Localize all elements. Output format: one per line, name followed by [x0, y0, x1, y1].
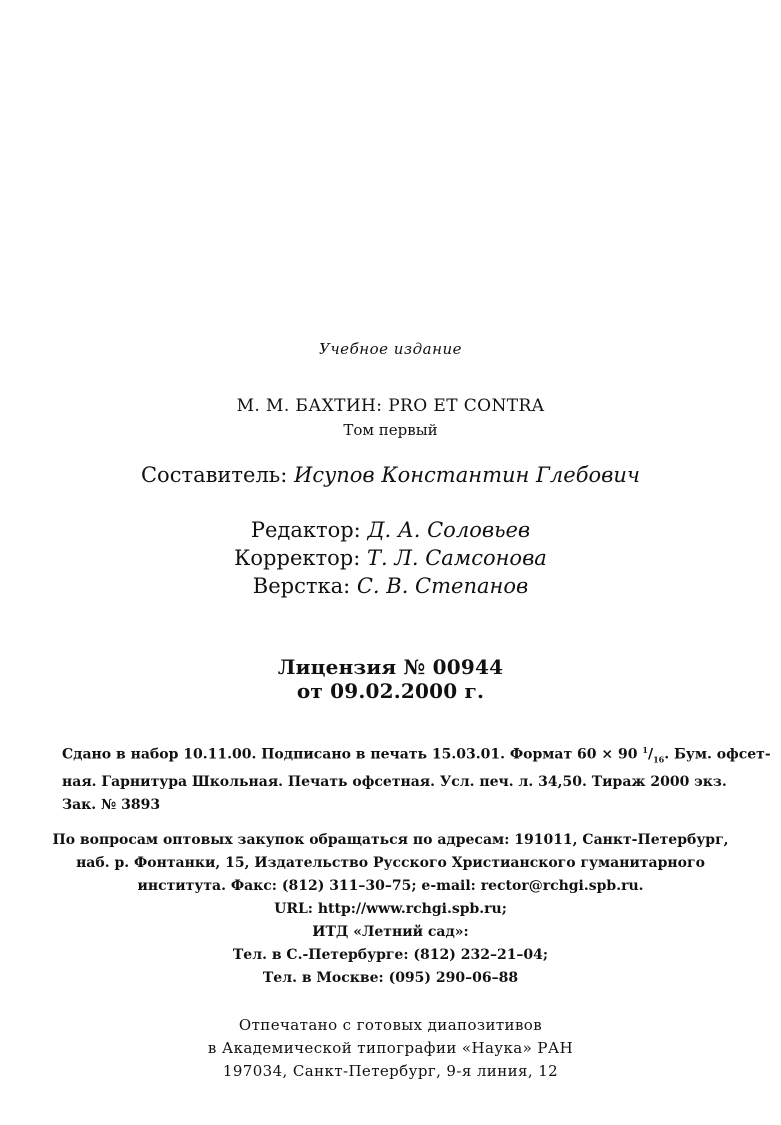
volume-label: Том первый [343, 421, 438, 439]
distribution-line-1: По вопросам оптовых закупок обращаться по адресам: 191011, Санкт-Петербург, [52, 832, 729, 848]
imprint-line-1-text: Сдано в набор 10.11.00. Подписано в печать 15.03.01. Формат 60 × 90 [62, 746, 643, 763]
printer-line-2: в Академической типографии «Наука» РАН [207, 1039, 574, 1057]
edition-type: Учебное издание [319, 340, 462, 358]
format-fraction-denominator: 16 [653, 754, 665, 765]
compiler-label: Составитель: [140, 463, 288, 487]
compiler-line [0, 463, 781, 487]
distribution-line-3: института. Факс: (812) 311–30–75; e-mail: rector@rchgi.spb.ru. [137, 878, 644, 894]
license-number: Лицензия № 00944 [277, 655, 504, 679]
printer-line-1: Отпечатано с готовых диапозитивов [238, 1016, 543, 1034]
distribution-line-2: наб. р. Фонтанки, 15, Издательство Русского Христианского гуманитарного [76, 855, 705, 871]
distribution-itd: ИТД «Летний сад»: [312, 924, 469, 940]
editor-line [0, 518, 781, 542]
layout-label: Верстка: [252, 574, 351, 598]
printer-block [0, 1014, 781, 1083]
format-fraction-numerator: 1 [642, 745, 648, 755]
imprint-line-2: ная. Гарнитура Школьная. Печать офсетная. Усл. печ. л. 34,50. Тираж 2000 экз. [62, 774, 727, 791]
distribution-phone-spb: Тел. в С.-Петербурге: (812) 232–21–04; [232, 947, 549, 963]
book-title: М. М. БАХТИН: PRO ET CONTRA [236, 396, 545, 416]
format-fraction-slash: / [647, 746, 654, 763]
corrector-line [0, 546, 781, 570]
imprint-line-3: Зак. № 3893 [62, 797, 161, 814]
layout-name: С. В. Степанов [356, 574, 529, 598]
layout-line [0, 574, 781, 598]
printer-line-3: 197034, Санкт-Петербург, 9-я линия, 12 [222, 1062, 559, 1080]
compiler-name: Исупов Константин Глебович [294, 463, 640, 487]
corrector-label: Корректор: [234, 546, 361, 570]
editor-name: Д. А. Соловьев [367, 518, 531, 542]
imprint-block [62, 739, 771, 817]
distribution-phone-moscow: Тел. в Москве: (095) 290–06–88 [262, 970, 519, 986]
imprint-line-1 [62, 739, 771, 771]
corrector-name: Т. Л. Самсонова [366, 546, 547, 570]
license-date: от 09.02.2000 г. [296, 679, 485, 703]
distribution-block [0, 829, 781, 990]
editor-label: Редактор: [250, 518, 361, 542]
imprint-line-1-tail: . Бум. офсет- [664, 746, 771, 763]
distribution-url: URL: http://www.rchgi.spb.ru; [274, 901, 507, 917]
